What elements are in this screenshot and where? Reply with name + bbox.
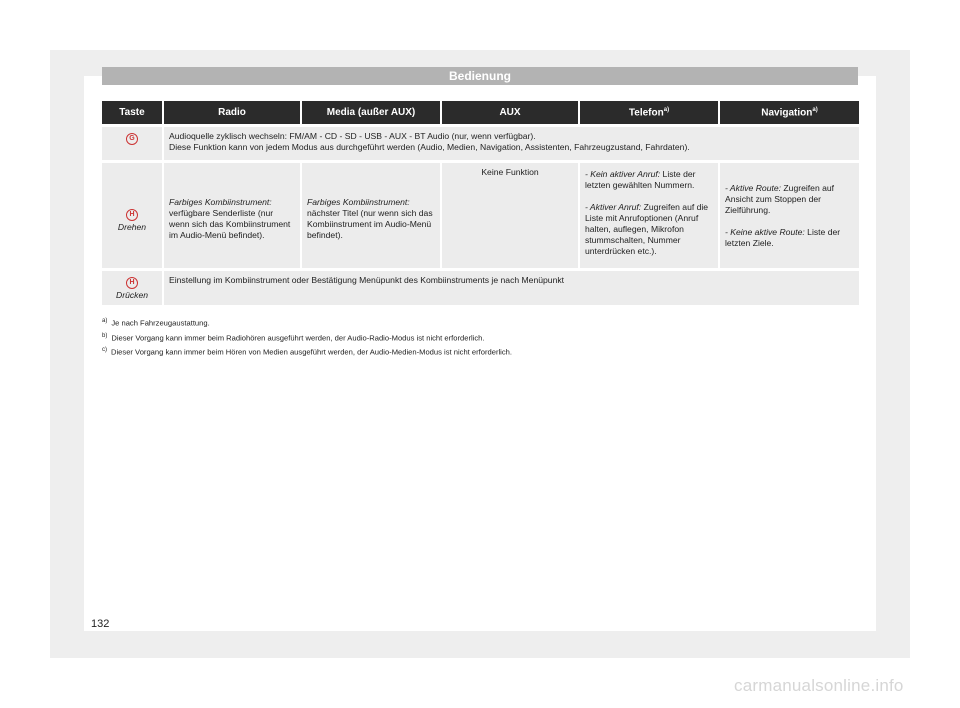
media-label-italic: Farbiges Kombiinstrument: [307,197,410,207]
radio-text: verfügbare Senderliste (nur wenn sich das Kombiinstrument im Audio-Menü befindet). [169,208,291,240]
footnote-ref: a) [663,106,670,113]
row-g-line2: Diese Funktion kann von jedem Modus aus durchgeführt werden (Audio, Medien, Navigation, Assistenten, Fahrzeugzustand, Fahrdaten). [169,142,690,152]
footnote-ref: a) [812,106,818,113]
key-cell [102,268,164,305]
navigation-item-text: Liste der letzten Ziele. [725,227,841,248]
footnote-mark: c) [102,347,107,354]
footnote-text: Dieser Vorgang kann immer beim Radiohören ausgeführt werden, der Audio-Radio-Modus ist nicht erforderlich. [111,333,485,343]
navigation-item [725,183,854,216]
footnote [102,333,858,343]
telefon-item-text: Liste der letzten gewählten Nummern. [585,169,696,190]
col-header-radio: Radio [164,101,302,124]
col-header-media: Media (außer AUX) [302,101,442,124]
media-cell [302,160,442,268]
key-h-icon: H [126,209,138,221]
row-g-description [164,124,859,160]
telefon-item-label: - Kein aktiver Anruf: [585,169,661,179]
row-h-druecken-description: Einstellung im Kombiinstrument oder Bestätigung Menüpunkt des Kombiinstruments je nach Menüpunkt [164,268,859,305]
footnote [102,347,858,357]
navigation-item-label: - Aktive Route: [725,183,782,193]
col-header-aux: AUX [442,101,580,124]
telefon-item [585,169,713,191]
footnote-text: Je nach Fahrzeugaustattung. [111,318,210,328]
section-header: Bedienung [102,67,858,85]
footnotes [102,318,858,362]
telefon-item-label: - Aktiver Anruf: [585,202,642,212]
telefon-item [585,202,713,257]
telefon-cell [580,160,720,268]
key-cell [102,124,164,160]
key-h-icon: H [126,277,138,289]
footnote-text: Dieser Vorgang kann immer beim Hören von Medien ausgeführt werden, der Audio-Medien-Modus ist nicht erforderlich. [111,347,512,357]
radio-cell [164,160,302,268]
aux-cell: Keine Funktion [442,160,580,268]
table-header-row [102,101,859,124]
table-row [102,124,859,160]
key-label: Drehen [117,222,147,232]
footnote-mark: b) [102,332,108,339]
navigation-item [725,227,854,249]
controls-table [102,101,859,305]
page-number: 132 [91,618,110,630]
footnote [102,318,858,328]
watermark: carmanualsonline.info [734,676,904,695]
col-header-telefon-label: Telefon [628,107,664,119]
telefon-item-text: Zugreifen auf die Liste mit Anrufoptionen (Anruf halten, auflegen, Mikrofon stummschalten, Nummer unterdrücken etc.). [585,202,709,256]
key-label: Drücken [116,290,148,300]
navigation-item-label: - Keine aktive Route: [725,227,805,237]
table-row [102,160,859,268]
col-header-navigation-label: Navigation [761,107,813,119]
media-text: nächster Titel (nur wenn sich das Kombiinstrument im Audio-Menü befindet). [307,208,433,240]
table-row [102,268,859,305]
col-header-taste: Taste [102,101,164,124]
key-cell [102,160,164,268]
footnote-mark: a) [102,318,108,324]
navigation-item-text: Zugreifen auf Ansicht zum Stoppen der Zielführung. [725,183,835,215]
col-header-telefon [580,101,720,124]
key-g-icon: G [126,133,138,145]
row-g-line1: Audioquelle zyklisch wechseln: FM/AM - CD - SD - USB - AUX - BT Audio (nur, wenn verfügbar). [169,131,536,141]
radio-label-italic: Farbiges Kombiinstrument: [169,197,272,207]
col-header-navigation [720,101,859,124]
navigation-cell [720,160,859,268]
